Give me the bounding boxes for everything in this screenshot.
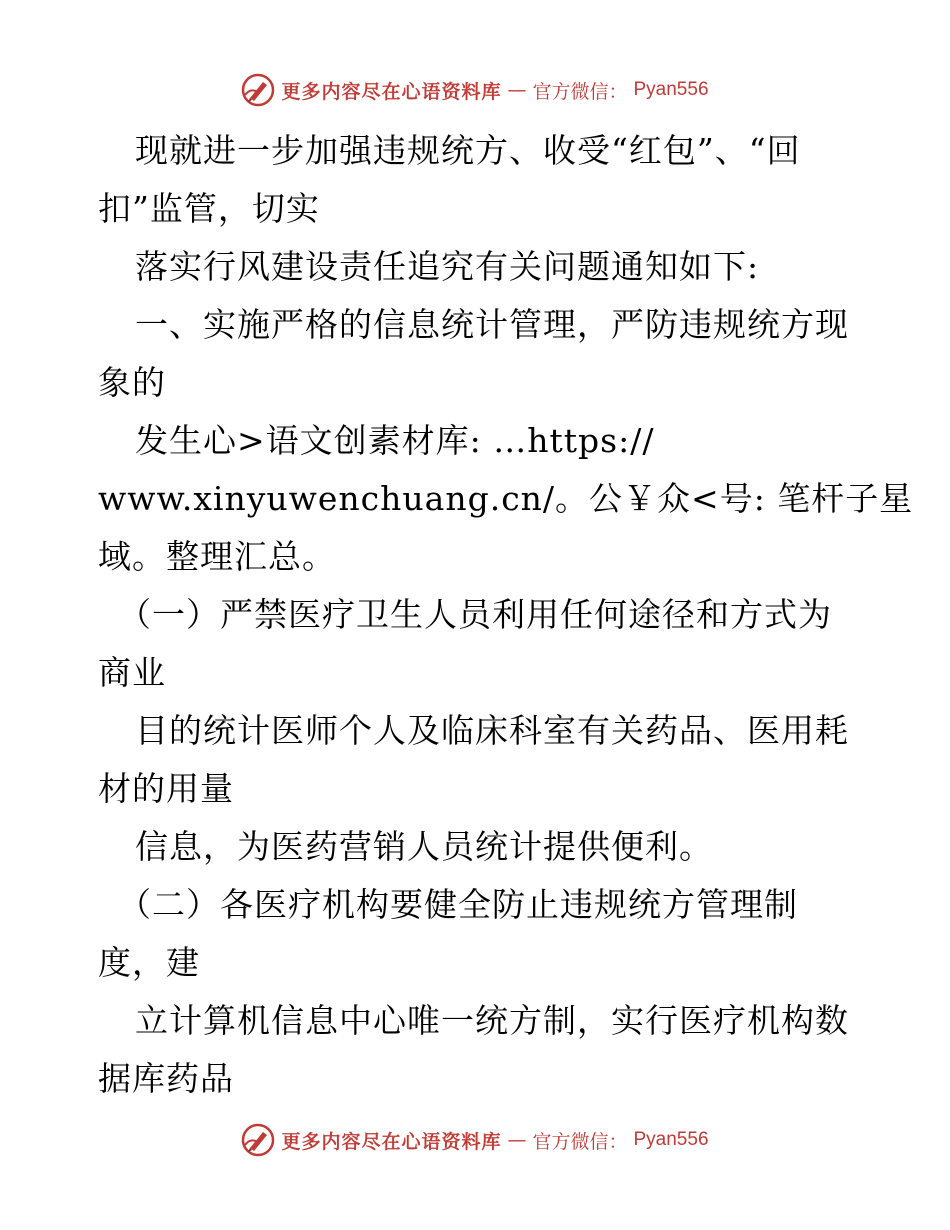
banner-brand: 更多内容尽在心语资料库: [281, 80, 502, 103]
body-line: www.xinyuwenchuang.cn/。公￥众<号: 笔杆子星: [98, 479, 914, 518]
body-line: （一）严禁医疗卫生人员利用任何途径和方式为: [118, 595, 832, 634]
banner-contact-label: 官方微信：: [532, 80, 628, 103]
pen-logo-icon: [241, 73, 275, 107]
header-banner: [0, 70, 950, 110]
body-line: 一、实施严格的信息统计管理，严防违规统方现: [135, 305, 849, 344]
banner-dash: —: [507, 1129, 527, 1151]
body-line: 度，建: [98, 943, 200, 982]
body-line: （二）各医疗机构要健全防止违规统方管理制: [118, 885, 798, 924]
body-line: 发生心>语文创素材库: …https://: [135, 421, 655, 460]
banner-dash: —: [507, 79, 527, 101]
footer-banner: [0, 1120, 950, 1160]
banner-wechat-id: Pyan556: [633, 79, 709, 100]
body-line: 立计算机信息中心唯一统方制，实行医疗机构数: [135, 1001, 849, 1040]
body-line: 材的用量: [98, 769, 234, 808]
body-line: 据库药品: [98, 1059, 234, 1098]
body-line: 信息，为医药营销人员统计提供便利。: [135, 827, 713, 866]
body-line: 象的: [98, 363, 166, 402]
body-line: 扣”监管，切实: [98, 189, 320, 228]
document-body: [98, 122, 914, 1108]
banner-wechat-id: Pyan556: [633, 1129, 709, 1150]
body-line: 域。整理汇总。: [98, 537, 336, 576]
body-line: 现就进一步加强违规统方、收受“红包”、“回: [135, 131, 801, 170]
banner-contact-label: 官方微信：: [532, 1130, 628, 1153]
banner-brand: 更多内容尽在心语资料库: [281, 1130, 502, 1153]
body-line: 落实行风建设责任追究有关问题通知如下:: [135, 247, 760, 286]
body-line: 目的统计医师个人及临床科室有关药品、医用耗: [135, 711, 849, 750]
body-line: 商业: [98, 653, 166, 692]
pen-logo-icon: [241, 1123, 275, 1157]
